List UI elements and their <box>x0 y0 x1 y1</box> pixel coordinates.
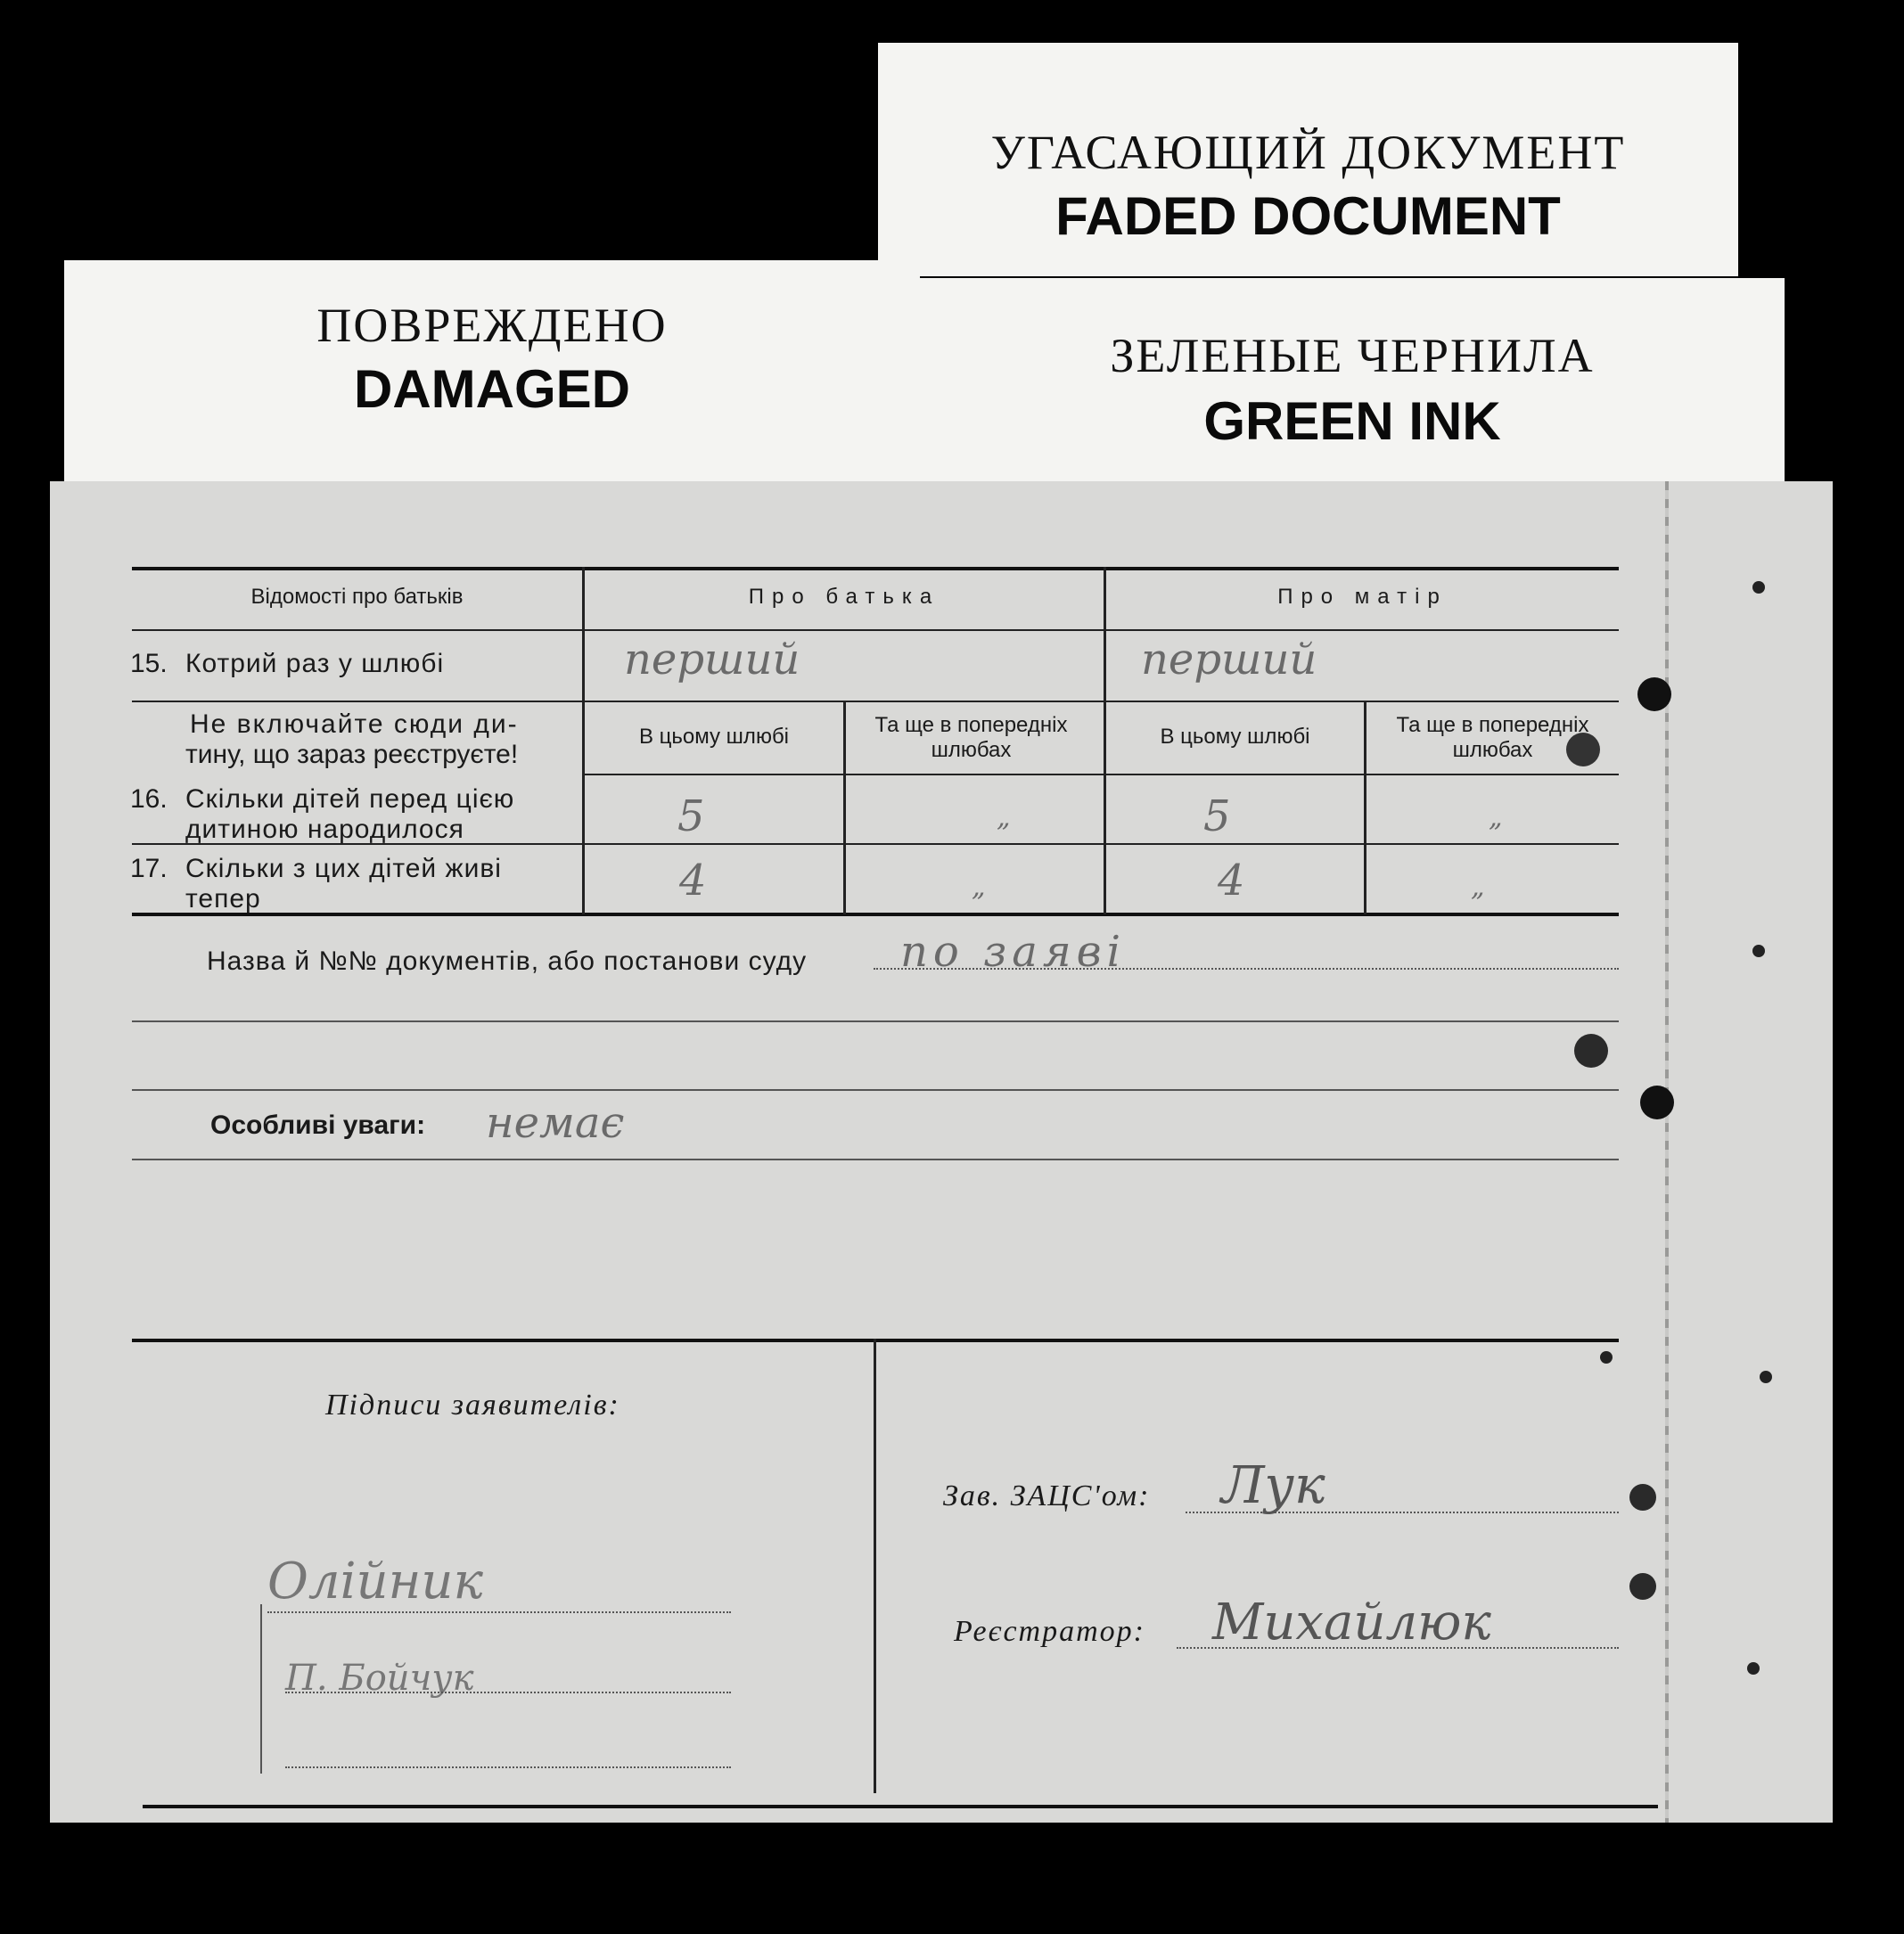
q17-label-1: Скільки з цих дітей живі <box>185 854 502 883</box>
punch-hole <box>1640 1086 1674 1119</box>
applicant-signature-1: Олійник <box>267 1553 483 1610</box>
q15-number: 15. <box>130 649 168 678</box>
punch-hole <box>1629 1573 1656 1600</box>
q16-mother-prev: „ <box>1489 802 1503 833</box>
q17-mother-this: 4 <box>1218 856 1245 906</box>
remarks-value: немає <box>486 1098 625 1148</box>
mother-this-marriage-header: В цьому шлюбі <box>1160 725 1310 749</box>
applicant-signature-line-2 <box>285 1692 731 1693</box>
q15-father-answer: перший <box>624 635 800 684</box>
edge-mark <box>1752 581 1765 594</box>
edge-mark <box>1747 1662 1760 1675</box>
zags-head-signature: Лук <box>1221 1455 1325 1515</box>
q16-label-2: дитиною народилося <box>185 815 464 844</box>
applicant-signature-line-1 <box>267 1611 731 1613</box>
q17-mother-prev: „ <box>1471 872 1485 903</box>
table-subheader-rule <box>584 774 1619 775</box>
damaged-label-en: DAMAGED <box>354 359 630 419</box>
documents-value: по заяві <box>900 927 1126 977</box>
edge-mark <box>1760 1371 1772 1383</box>
table-row-rule <box>132 701 1619 702</box>
edge-mark <box>1752 945 1765 957</box>
applicants-signatures-label: Підписи заявителів: <box>325 1389 620 1422</box>
q16-mother-this: 5 <box>1203 791 1231 841</box>
remarks-rule <box>132 1159 1619 1160</box>
applicant-signature-2: П. Бойчук <box>285 1658 474 1699</box>
father-prev-marriage-header-2: шлюбах <box>931 738 1012 762</box>
signatures-bottom-rule <box>143 1805 1658 1808</box>
mother-prev-marriage-header-2: шлюбах <box>1452 738 1533 762</box>
punch-hole <box>1629 1484 1656 1511</box>
zags-head-line <box>1186 1512 1619 1513</box>
punch-hole <box>1574 1034 1608 1068</box>
note-line-2: тину, що зараз реєструєте! <box>185 740 519 769</box>
damaged-label-ru: ПОВРЕЖДЕНО <box>316 299 668 352</box>
zags-head-label: Зав. ЗАЦС'ом: <box>943 1479 1151 1512</box>
q15-label: Котрий раз у шлюбі <box>185 649 445 678</box>
faded-label-en: FADED DOCUMENT <box>1055 186 1561 246</box>
q16-label-1: Скільки дітей перед цією <box>185 784 515 814</box>
q17-number: 17. <box>130 854 168 883</box>
table-top-rule <box>132 567 1619 570</box>
registrar-line <box>1177 1647 1619 1649</box>
father-this-marriage-header: В цьому шлюбі <box>638 725 790 749</box>
q17-father-this: 4 <box>679 856 707 906</box>
q17-label-2: тепер <box>185 884 261 914</box>
signatures-divider <box>874 1339 876 1793</box>
documents-label: Назва й №№ документів, або постанови суду <box>207 947 808 976</box>
q16-number: 16. <box>130 784 168 814</box>
faded-label-ru: УГАСАЮЩИЙ ДОКУМЕНТ <box>990 126 1626 179</box>
header-father: Про батька <box>748 585 940 609</box>
q17-father-prev: „ <box>972 872 986 903</box>
documents-rule <box>132 1089 1619 1091</box>
q15-mother-answer: перший <box>1141 635 1317 684</box>
table-header-rule <box>132 629 1619 631</box>
registrar-signature: Михайлюк <box>1212 1594 1491 1651</box>
q16-father-this: 5 <box>677 791 705 841</box>
remarks-label: Особливі уваги: <box>210 1110 426 1140</box>
green-ink-label-en: GREEN INK <box>1203 391 1501 451</box>
edge-mark <box>1600 1351 1613 1364</box>
documents-rule <box>132 1020 1619 1022</box>
punch-hole <box>1637 677 1671 711</box>
note-line-1: Не включайте сюди ди- <box>190 709 519 739</box>
faded-document-label <box>878 43 1738 276</box>
document-sheet <box>50 481 1833 1823</box>
mother-prev-marriage-header-1: Та ще в попередніх <box>1396 713 1589 737</box>
applicant-bracket <box>260 1604 262 1774</box>
header-mother: Про матір <box>1277 585 1448 609</box>
applicant-signature-line-3 <box>285 1766 731 1768</box>
q16-father-prev: „ <box>997 802 1011 833</box>
table-bottom-rule <box>132 913 1619 916</box>
registrar-label: Реєстратор: <box>954 1615 1145 1648</box>
header-parents-info: Відомості про батьків <box>250 585 464 609</box>
father-prev-marriage-header-1: Та ще в попередніх <box>874 713 1068 737</box>
green-ink-label-ru: ЗЕЛЕНЫЕ ЧЕРНИЛА <box>1110 329 1595 382</box>
